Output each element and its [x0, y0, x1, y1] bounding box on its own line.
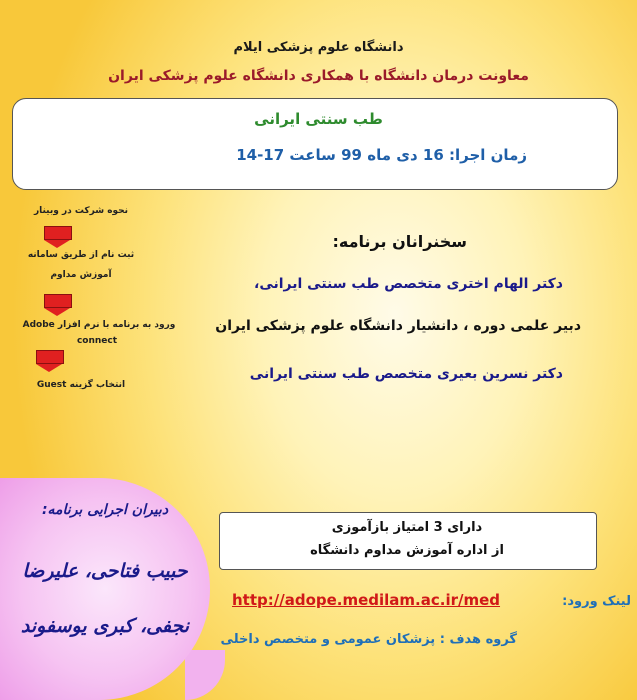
university-name: دانشگاه علوم پزشکی ایلام	[233, 40, 404, 55]
bubble-tail	[185, 650, 225, 700]
credits-line-1: دارای 3 امتیاز بازآموزی	[331, 520, 483, 535]
step-3: انتخاب گزینه Guest	[36, 380, 126, 390]
speaker-1-title: دبیر علمی دوره ، دانشیار دانشگاه علوم پزشکی ایران	[215, 318, 581, 334]
event-time: زمان اجرا: 16 دی ماه 99 ساعت 17-14	[236, 146, 527, 164]
steps-heading: نحوه شرکت در وبینار	[33, 206, 129, 216]
executive-names-2: نجفی، کبری یوسفوند	[20, 615, 190, 637]
speakers-heading: سخنرانان برنامه:	[332, 232, 467, 251]
credits-text	[219, 516, 595, 562]
step-2: ورود به برنامه با نرم افزار Adobe	[22, 320, 176, 330]
step-2b: connect	[76, 336, 118, 346]
link-label: لینک ورود:	[562, 594, 631, 609]
executive-names-1: حبیب فتاحی، علیرضا	[22, 560, 188, 582]
step-arrow-icon	[36, 350, 64, 372]
step-arrow-icon	[44, 294, 72, 316]
step-1: ثبت نام از طریق سامانه	[27, 250, 135, 260]
executive-heading: دبیران اجرایی برنامه:	[41, 502, 169, 518]
event-title: طب سنتی ایرانی	[254, 110, 383, 128]
step-arrow-icon	[44, 226, 72, 248]
cooperation-line: معاونت درمان دانشگاه با همکاری دانشگاه علوم پزشکی ایران	[108, 68, 529, 84]
webinar-link[interactable]: http://adope.medilam.ac.ir/med	[232, 591, 501, 609]
speaker-1: دکتر الهام اختری متخصص طب سنتی ایرانی،	[254, 276, 563, 292]
target-group: گروه هدف : پزشکان عمومی و متخصص داخلی	[220, 632, 517, 647]
speaker-2: دکتر نسرین بعیری متخصص طب سنتی ایرانی	[249, 366, 563, 382]
credits-line-2: از اداره آموزش مداوم دانشگاه	[310, 543, 504, 558]
step-1b: آموزش مداوم	[50, 270, 112, 280]
